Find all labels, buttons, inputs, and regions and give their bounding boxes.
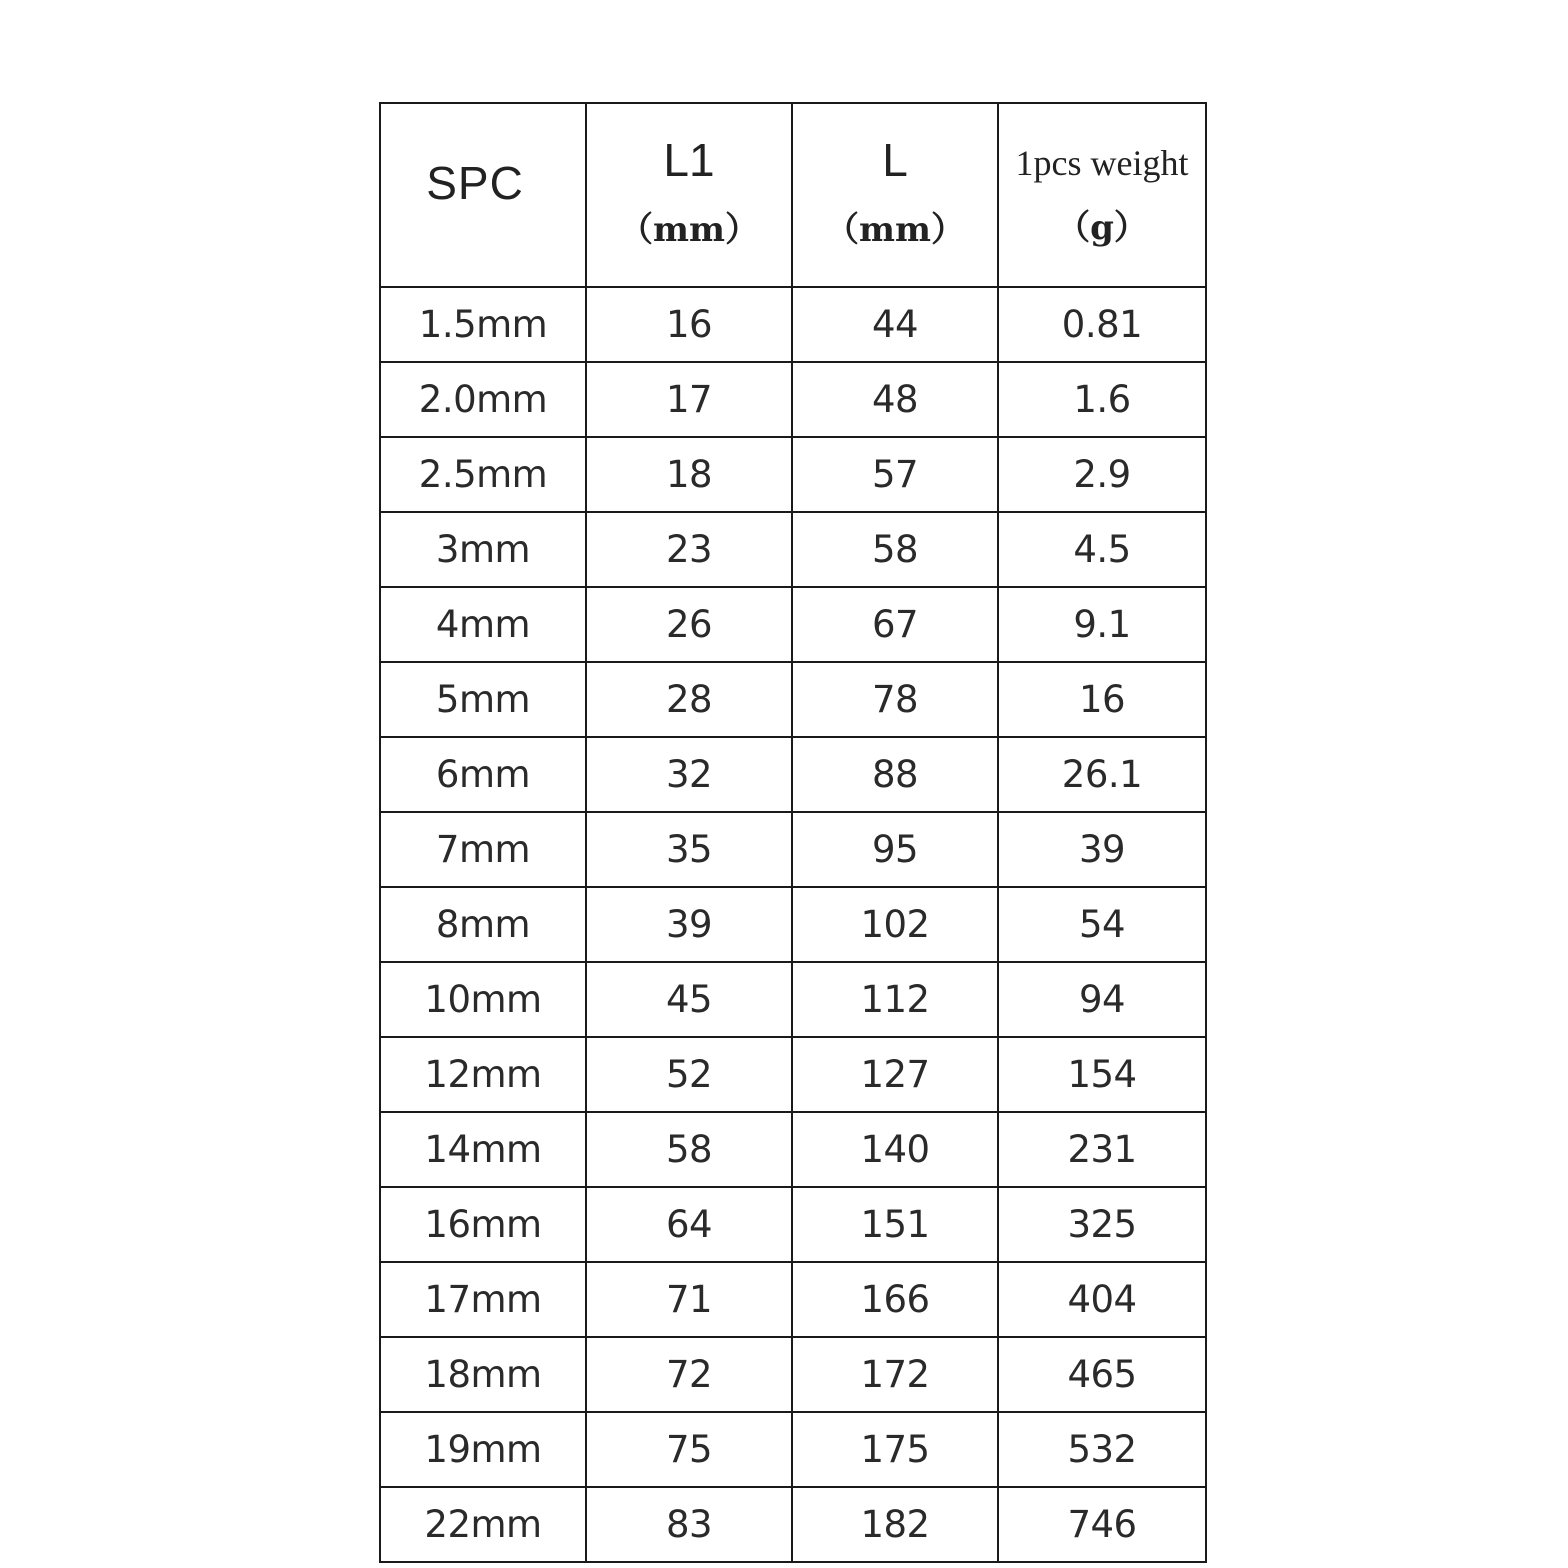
cell-l1-value: 16 xyxy=(665,303,713,346)
header-spc-label: SPC xyxy=(426,157,524,209)
cell-l xyxy=(792,1037,998,1112)
table-row xyxy=(380,1412,1206,1487)
cell-l1-value: 64 xyxy=(665,1203,713,1246)
cell-spc-value: 16mm xyxy=(424,1203,542,1246)
cell-spc xyxy=(380,1487,586,1562)
cell-spc-value: 18mm xyxy=(424,1353,542,1396)
cell-l1 xyxy=(586,1412,792,1487)
cell-weight-value: 154 xyxy=(1067,1053,1137,1096)
cell-l xyxy=(792,812,998,887)
cell-l1 xyxy=(586,1337,792,1412)
cell-l1 xyxy=(586,887,792,962)
spec-table xyxy=(379,102,1207,1563)
cell-spc xyxy=(380,962,586,1037)
cell-l xyxy=(792,587,998,662)
cell-weight xyxy=(998,812,1206,887)
cell-l1-value: 72 xyxy=(665,1353,713,1396)
cell-l1-value: 28 xyxy=(665,678,713,721)
cell-l xyxy=(792,737,998,812)
cell-l-value: 48 xyxy=(871,378,919,421)
cell-weight-value: 0.81 xyxy=(1061,303,1143,346)
table-row xyxy=(380,1037,1206,1112)
table-row xyxy=(380,662,1206,737)
cell-spc xyxy=(380,887,586,962)
header-weight-label: 1pcs weight xyxy=(1015,143,1189,183)
cell-l-value: 182 xyxy=(860,1503,930,1546)
cell-l-value: 172 xyxy=(860,1353,930,1396)
cell-l-value: 140 xyxy=(860,1128,930,1171)
cell-weight xyxy=(998,887,1206,962)
cell-l1-value: 52 xyxy=(665,1053,713,1096)
cell-weight-value: 325 xyxy=(1067,1203,1137,1246)
cell-weight xyxy=(998,1337,1206,1412)
cell-l-value: 175 xyxy=(860,1428,930,1471)
cell-l xyxy=(792,1262,998,1337)
cell-spc xyxy=(380,587,586,662)
cell-l xyxy=(792,887,998,962)
cell-weight-value: 9.1 xyxy=(1073,603,1131,646)
cell-l xyxy=(792,1187,998,1262)
cell-l1-value: 17 xyxy=(665,378,713,421)
cell-weight xyxy=(998,1112,1206,1187)
cell-weight xyxy=(998,1037,1206,1112)
cell-l-value: 78 xyxy=(871,678,919,721)
table-row xyxy=(380,962,1206,1037)
cell-l1 xyxy=(586,962,792,1037)
cell-spc xyxy=(380,512,586,587)
table-row xyxy=(380,587,1206,662)
table-row xyxy=(380,1187,1206,1262)
cell-weight-value: 39 xyxy=(1078,828,1126,871)
cell-spc-value: 4mm xyxy=(435,603,531,646)
cell-spc-value: 17mm xyxy=(424,1278,542,1321)
cell-l xyxy=(792,1487,998,1562)
cell-spc-value: 1.5mm xyxy=(418,303,548,346)
header-l1 xyxy=(586,103,792,287)
cell-weight-value: 1.6 xyxy=(1073,378,1131,421)
cell-spc-value: 14mm xyxy=(424,1128,542,1171)
cell-spc xyxy=(380,437,586,512)
cell-weight xyxy=(998,587,1206,662)
cell-l-value: 57 xyxy=(871,453,919,496)
cell-spc xyxy=(380,1262,586,1337)
header-weight-unit: （g） xyxy=(1056,208,1148,248)
header-l1-unit: （mm） xyxy=(619,210,759,250)
table-row xyxy=(380,812,1206,887)
header-row xyxy=(380,103,1206,287)
table-row xyxy=(380,1112,1206,1187)
cell-weight xyxy=(998,737,1206,812)
cell-l-value: 151 xyxy=(860,1203,930,1246)
cell-l1 xyxy=(586,287,792,362)
cell-spc xyxy=(380,812,586,887)
cell-l xyxy=(792,1412,998,1487)
cell-weight-value: 231 xyxy=(1067,1128,1137,1171)
cell-weight xyxy=(998,437,1206,512)
cell-spc xyxy=(380,287,586,362)
cell-weight-value: 4.5 xyxy=(1073,528,1131,571)
cell-l1 xyxy=(586,812,792,887)
table-row xyxy=(380,887,1206,962)
cell-l-value: 95 xyxy=(871,828,919,871)
cell-l1-value: 23 xyxy=(665,528,713,571)
cell-weight-value: 16 xyxy=(1078,678,1126,721)
cell-l-value: 166 xyxy=(860,1278,930,1321)
cell-l-value: 88 xyxy=(871,753,919,796)
table-row xyxy=(380,287,1206,362)
cell-weight-value: 2.9 xyxy=(1073,453,1131,496)
cell-weight-value: 404 xyxy=(1067,1278,1137,1321)
cell-spc-value: 10mm xyxy=(424,978,542,1021)
cell-weight-value: 54 xyxy=(1078,903,1126,946)
cell-spc-value: 19mm xyxy=(424,1428,542,1471)
table-row xyxy=(380,737,1206,812)
cell-weight xyxy=(998,962,1206,1037)
cell-spc-value: 12mm xyxy=(424,1053,542,1096)
cell-spc-value: 3mm xyxy=(435,528,531,571)
cell-l1 xyxy=(586,587,792,662)
table-row xyxy=(380,1262,1206,1337)
cell-l1 xyxy=(586,1187,792,1262)
header-spc xyxy=(380,103,586,287)
cell-l xyxy=(792,1112,998,1187)
cell-l1-value: 83 xyxy=(665,1503,713,1546)
cell-l1-value: 32 xyxy=(665,753,713,796)
header-l-unit: （mm） xyxy=(825,210,965,250)
cell-l1-value: 75 xyxy=(665,1428,713,1471)
cell-l1 xyxy=(586,512,792,587)
cell-weight xyxy=(998,1412,1206,1487)
cell-spc xyxy=(380,1037,586,1112)
cell-l-value: 102 xyxy=(860,903,930,946)
cell-l1-value: 71 xyxy=(665,1278,713,1321)
cell-weight xyxy=(998,362,1206,437)
cell-l1 xyxy=(586,1037,792,1112)
cell-l1 xyxy=(586,662,792,737)
cell-weight-value: 94 xyxy=(1078,978,1126,1021)
cell-l1-value: 58 xyxy=(665,1128,713,1171)
cell-weight xyxy=(998,1487,1206,1562)
cell-weight xyxy=(998,1187,1206,1262)
cell-l1 xyxy=(586,437,792,512)
cell-l-value: 112 xyxy=(860,978,930,1021)
cell-spc xyxy=(380,362,586,437)
cell-spc-value: 5mm xyxy=(435,678,531,721)
table-row xyxy=(380,362,1206,437)
cell-l1-value: 45 xyxy=(665,978,713,1021)
cell-spc-value: 8mm xyxy=(435,903,531,946)
header-l xyxy=(792,103,998,287)
cell-weight-value: 746 xyxy=(1067,1503,1137,1546)
cell-spc xyxy=(380,1337,586,1412)
cell-spc xyxy=(380,1112,586,1187)
cell-spc-value: 6mm xyxy=(435,753,531,796)
cell-weight-value: 26.1 xyxy=(1061,753,1143,796)
cell-l xyxy=(792,512,998,587)
cell-l1 xyxy=(586,1112,792,1187)
cell-l-value: 44 xyxy=(871,303,919,346)
cell-l1 xyxy=(586,1262,792,1337)
cell-l-value: 58 xyxy=(871,528,919,571)
header-l1-label: L1 xyxy=(663,134,715,186)
cell-spc xyxy=(380,737,586,812)
table-row xyxy=(380,512,1206,587)
cell-l xyxy=(792,362,998,437)
cell-l-value: 67 xyxy=(871,603,919,646)
cell-l xyxy=(792,1337,998,1412)
cell-l xyxy=(792,437,998,512)
table-row xyxy=(380,1337,1206,1412)
cell-l xyxy=(792,287,998,362)
cell-l-value: 127 xyxy=(860,1053,930,1096)
cell-spc-value: 22mm xyxy=(424,1503,542,1546)
cell-l xyxy=(792,962,998,1037)
cell-l1-value: 39 xyxy=(665,903,713,946)
cell-l1 xyxy=(586,1487,792,1562)
cell-l1 xyxy=(586,737,792,812)
header-weight xyxy=(998,103,1206,287)
cell-weight xyxy=(998,287,1206,362)
cell-l1-value: 35 xyxy=(665,828,713,871)
cell-spc xyxy=(380,662,586,737)
cell-spc-value: 2.0mm xyxy=(418,378,548,421)
cell-l1-value: 26 xyxy=(665,603,713,646)
cell-spc xyxy=(380,1187,586,1262)
table-row xyxy=(380,437,1206,512)
cell-l1-value: 18 xyxy=(665,453,713,496)
cell-weight xyxy=(998,512,1206,587)
cell-spc xyxy=(380,1412,586,1487)
cell-weight-value: 532 xyxy=(1067,1428,1137,1471)
cell-spc-value: 2.5mm xyxy=(418,453,548,496)
cell-l1 xyxy=(586,362,792,437)
cell-spc-value: 7mm xyxy=(435,828,531,871)
cell-weight xyxy=(998,1262,1206,1337)
header-l-label: L xyxy=(882,134,908,186)
table-row xyxy=(380,1487,1206,1562)
cell-weight xyxy=(998,662,1206,737)
cell-l xyxy=(792,662,998,737)
table-body xyxy=(380,287,1206,1562)
cell-weight-value: 465 xyxy=(1067,1353,1137,1396)
